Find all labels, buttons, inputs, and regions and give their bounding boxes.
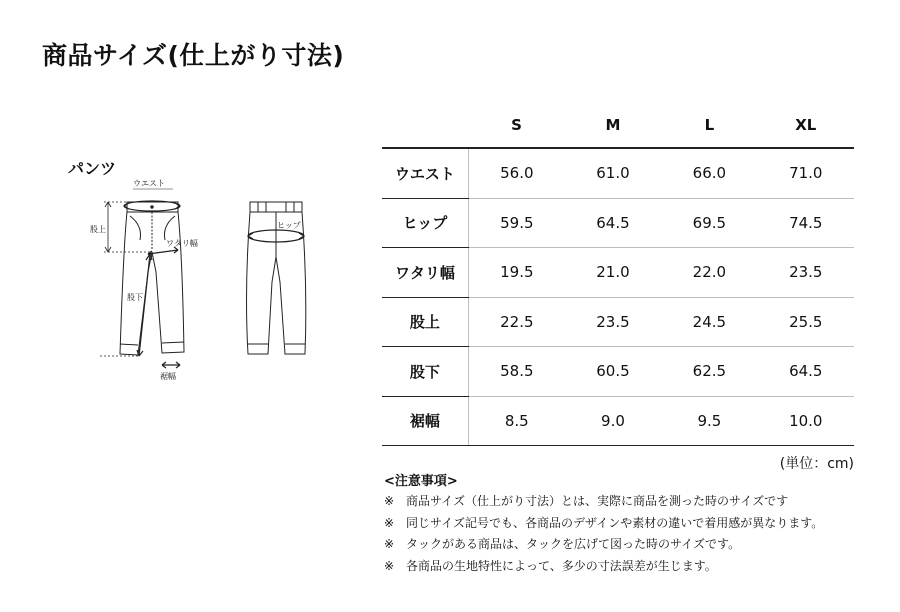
table-cell: 62.5 — [661, 347, 757, 397]
note-item — [384, 513, 823, 535]
row-label: 裾幅 — [382, 396, 468, 446]
table-cell: 25.5 — [758, 297, 854, 347]
size-header: S — [468, 103, 564, 148]
rise-measure — [104, 202, 152, 252]
table-cell: 60.5 — [565, 347, 661, 397]
table-cell: 23.5 — [758, 248, 854, 298]
table-row — [382, 148, 854, 198]
notes-title: <注意事項> — [384, 474, 458, 489]
unit-note: (単位：cm) — [779, 456, 854, 472]
note-text: 各商品の生地特性によって、多少の寸法誤差が生じます。 — [406, 558, 717, 573]
diagram-label: パンツ — [68, 159, 117, 178]
table-cell: 69.5 — [661, 198, 757, 248]
table-cell: 19.5 — [468, 248, 564, 298]
rise-label: 股上 — [90, 225, 106, 234]
size-header: XL — [758, 103, 854, 148]
table-cell: 24.5 — [661, 297, 757, 347]
table-cell: 23.5 — [565, 297, 661, 347]
table-corner — [382, 103, 468, 148]
table-cell: 21.0 — [565, 248, 661, 298]
table-cell: 58.5 — [468, 347, 564, 397]
size-header: M — [565, 103, 661, 148]
table-cell: 9.5 — [661, 396, 757, 446]
notes-list — [384, 491, 823, 577]
table-row — [382, 297, 854, 347]
table-cell: 64.5 — [758, 347, 854, 397]
note-mark: ※ — [384, 515, 395, 530]
table-cell: 9.0 — [565, 396, 661, 446]
table-cell: 64.5 — [565, 198, 661, 248]
inseam-measure — [100, 254, 152, 356]
waist-label: ウエスト — [133, 179, 165, 188]
note-mark: ※ — [384, 558, 395, 573]
hem-label: 裾幅 — [160, 372, 176, 381]
table-cell: 22.5 — [468, 297, 564, 347]
table-row — [382, 248, 854, 298]
table-cell: 61.0 — [565, 148, 661, 198]
table-row — [382, 396, 854, 446]
note-text: 同じサイズ記号でも、各商品のデザインや素材の違いで着用感が異なります。 — [406, 515, 824, 530]
table-cell: 8.5 — [468, 396, 564, 446]
table-row — [382, 198, 854, 248]
note-item — [384, 556, 823, 578]
note-mark: ※ — [384, 494, 395, 508]
inseam-label: 股下 — [127, 293, 143, 302]
row-label: 股上 — [382, 297, 468, 347]
table-cell: 74.5 — [758, 198, 854, 248]
row-label: ウエスト — [382, 148, 468, 198]
note-item — [384, 534, 823, 556]
note-mark: ※ — [384, 537, 395, 551]
page-title: 商品サイズ(仕上がり寸法) — [42, 41, 345, 70]
row-label: ヒップ — [382, 198, 468, 248]
note-text: タックがある商品は、タックを広げて図った時のサイズです。 — [406, 537, 741, 551]
table-cell: 56.0 — [468, 148, 564, 198]
table-cell: 22.0 — [661, 248, 757, 298]
table-cell: 71.0 — [758, 148, 854, 198]
table-cell: 59.5 — [468, 198, 564, 248]
table-cell: 66.0 — [661, 148, 757, 198]
size-header: L — [661, 103, 757, 148]
row-label: 股下 — [382, 347, 468, 397]
row-label: ワタリ幅 — [382, 248, 468, 298]
note-text: 商品サイズ（仕上がり寸法）とは、実際に商品を測った時のサイズです — [406, 494, 789, 508]
hem-measure — [162, 362, 180, 368]
size-header-row — [382, 103, 854, 148]
table-row — [382, 347, 854, 397]
size-table — [382, 103, 854, 446]
pants-front — [120, 202, 184, 355]
table-cell: 10.0 — [758, 396, 854, 446]
thigh-label: ワタリ幅 — [166, 239, 198, 248]
note-item — [384, 491, 823, 513]
hip-label: ヒップ — [277, 221, 301, 230]
pants-diagram — [80, 172, 360, 392]
